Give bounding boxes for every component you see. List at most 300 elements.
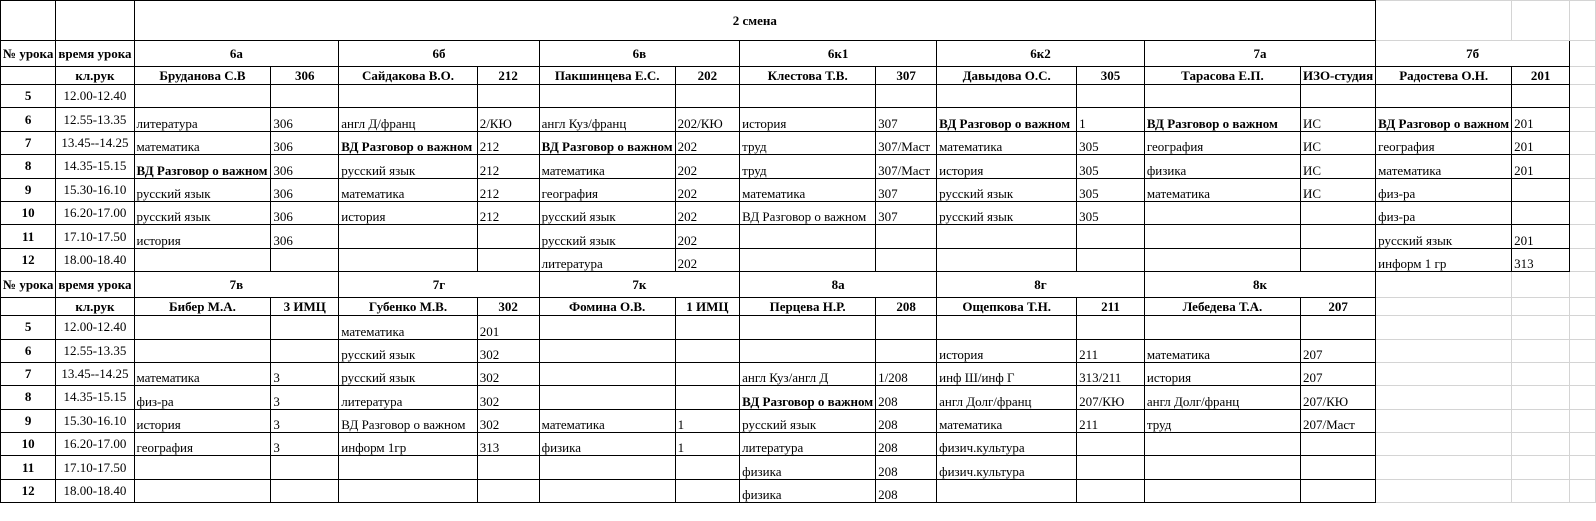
subject-cell[interactable]: ВД Разговор о важном <box>740 201 876 224</box>
room-cell[interactable] <box>675 85 740 108</box>
room-cell[interactable] <box>271 248 339 271</box>
empty-cell[interactable] <box>1570 155 1596 178</box>
room-cell[interactable]: 305 <box>1077 201 1145 224</box>
subject-cell[interactable]: физика <box>740 456 876 479</box>
lesson-number[interactable]: 7 <box>1 131 56 154</box>
room-cell[interactable] <box>675 362 740 385</box>
subject-cell[interactable] <box>1144 316 1300 339</box>
room-cell[interactable]: 212 <box>477 155 539 178</box>
subject-cell[interactable]: труд <box>740 155 876 178</box>
room-cell[interactable]: ИС <box>1300 108 1375 131</box>
subject-cell[interactable] <box>937 248 1077 271</box>
subject-cell[interactable]: русский язык <box>937 201 1077 224</box>
lesson-number[interactable]: 6 <box>1 339 56 362</box>
room-cell[interactable]: 212 <box>477 201 539 224</box>
room-cell[interactable] <box>876 225 937 248</box>
class-room[interactable]: 307 <box>876 67 937 85</box>
lesson-time[interactable]: 12.55-13.35 <box>56 108 134 131</box>
lesson-number[interactable]: 11 <box>1 456 56 479</box>
subject-cell[interactable]: физич.культура <box>937 456 1077 479</box>
subject-cell[interactable]: русский язык <box>539 225 675 248</box>
subject-cell[interactable] <box>539 85 675 108</box>
subject-cell[interactable] <box>937 225 1077 248</box>
subject-cell[interactable]: физика <box>539 433 675 456</box>
class-room[interactable]: 212 <box>477 67 539 85</box>
lesson-time[interactable]: 12.00-12.40 <box>56 316 134 339</box>
class-room[interactable]: 201 <box>1512 67 1570 85</box>
subject-cell[interactable]: ВД Разговор о важном <box>1376 108 1512 131</box>
room-cell[interactable]: 202 <box>675 201 740 224</box>
subject-cell[interactable]: ВД Разговор о важном <box>937 108 1077 131</box>
empty-cell[interactable] <box>1512 386 1570 409</box>
lesson-number[interactable]: 9 <box>1 409 56 432</box>
empty-cell[interactable] <box>1570 272 1596 298</box>
lesson-number[interactable]: 5 <box>1 85 56 108</box>
empty-cell[interactable] <box>1376 456 1512 479</box>
room-cell[interactable] <box>1077 225 1145 248</box>
room-cell[interactable] <box>1300 479 1375 502</box>
subject-cell[interactable]: история <box>937 339 1077 362</box>
subject-cell[interactable]: русский язык <box>339 339 477 362</box>
subject-cell[interactable]: география <box>1376 131 1512 154</box>
subject-cell[interactable]: история <box>134 225 271 248</box>
empty-cell[interactable] <box>1570 362 1596 385</box>
room-cell[interactable] <box>1077 316 1145 339</box>
lesson-number[interactable]: 12 <box>1 248 56 271</box>
subject-cell[interactable]: математика <box>339 316 477 339</box>
lesson-number-header[interactable]: № урока <box>1 41 56 67</box>
subject-cell[interactable]: русский язык <box>134 201 271 224</box>
room-cell[interactable]: 307 <box>876 178 937 201</box>
room-cell[interactable]: 202 <box>675 248 740 271</box>
room-cell[interactable]: 202 <box>675 131 740 154</box>
class-teacher[interactable]: Перцева Н.Р. <box>740 298 876 316</box>
class-teacher[interactable]: Бруданова С.В <box>134 67 271 85</box>
room-cell[interactable]: 207/КЮ <box>1077 386 1145 409</box>
empty-cell[interactable] <box>1376 479 1512 502</box>
room-cell[interactable]: 313 <box>477 433 539 456</box>
class-name-7в[interactable]: 7в <box>134 272 339 298</box>
class-room[interactable]: 305 <box>1077 67 1145 85</box>
subject-cell[interactable]: физ-ра <box>134 386 271 409</box>
subject-cell[interactable]: информ 1гр <box>339 433 477 456</box>
empty-cell[interactable] <box>1376 272 1512 298</box>
subject-cell[interactable]: русский язык <box>339 155 477 178</box>
room-cell[interactable]: 302 <box>477 362 539 385</box>
room-cell[interactable]: 2/КЮ <box>477 108 539 131</box>
class-teacher[interactable]: Лебедева Т.А. <box>1144 298 1300 316</box>
subject-cell[interactable]: англ Куз/англ Д <box>740 362 876 385</box>
class-name-7г[interactable]: 7г <box>339 272 539 298</box>
subject-cell[interactable]: математика <box>1144 339 1300 362</box>
empty-cell[interactable] <box>1512 316 1570 339</box>
subject-cell[interactable]: литература <box>339 386 477 409</box>
empty-cell[interactable] <box>1376 1 1512 41</box>
class-room[interactable]: 302 <box>477 298 539 316</box>
lesson-time[interactable]: 12.55-13.35 <box>56 339 134 362</box>
subject-cell[interactable] <box>937 479 1077 502</box>
subject-cell[interactable] <box>339 248 477 271</box>
room-cell[interactable] <box>876 316 937 339</box>
subject-cell[interactable] <box>1144 201 1300 224</box>
subject-cell[interactable] <box>539 386 675 409</box>
empty-cell[interactable] <box>1570 225 1596 248</box>
class-teacher[interactable]: Фомина О.В. <box>539 298 675 316</box>
subject-cell[interactable] <box>740 225 876 248</box>
class-teacher[interactable]: Сайдакова В.О. <box>339 67 477 85</box>
lesson-number[interactable]: 5 <box>1 316 56 339</box>
class-name-6к2[interactable]: 6к2 <box>937 41 1145 67</box>
subject-cell[interactable]: русский язык <box>134 178 271 201</box>
subject-cell[interactable]: математика <box>134 362 271 385</box>
subject-cell[interactable]: труд <box>1144 409 1300 432</box>
room-cell[interactable] <box>876 248 937 271</box>
subject-cell[interactable]: география <box>539 178 675 201</box>
empty-cell[interactable] <box>1512 362 1570 385</box>
subject-cell[interactable]: ВД Разговор о важном <box>539 131 675 154</box>
subject-cell[interactable]: литература <box>134 108 271 131</box>
empty-cell[interactable] <box>1512 339 1570 362</box>
klruk-label[interactable]: кл.рук <box>56 298 134 316</box>
lesson-time[interactable]: 18.00-18.40 <box>56 479 134 502</box>
class-name-6а[interactable]: 6а <box>134 41 339 67</box>
room-cell[interactable] <box>1300 201 1375 224</box>
subject-cell[interactable]: математика <box>339 178 477 201</box>
subject-cell[interactable] <box>1144 456 1300 479</box>
lesson-time[interactable]: 14.35-15.15 <box>56 155 134 178</box>
lesson-number[interactable]: 10 <box>1 433 56 456</box>
room-cell[interactable]: 306 <box>271 108 339 131</box>
class-teacher[interactable]: Радостева О.Н. <box>1376 67 1512 85</box>
room-cell[interactable] <box>1512 201 1570 224</box>
lesson-time-header[interactable]: время урока <box>56 272 134 298</box>
lesson-time[interactable]: 13.45--14.25 <box>56 362 134 385</box>
subject-cell[interactable]: англ Куз/франц <box>539 108 675 131</box>
lesson-time[interactable]: 17.10-17.50 <box>56 456 134 479</box>
room-cell[interactable]: 306 <box>271 225 339 248</box>
class-name-8а[interactable]: 8а <box>740 272 937 298</box>
subject-cell[interactable]: труд <box>740 131 876 154</box>
class-name-6к1[interactable]: 6к1 <box>740 41 937 67</box>
empty-cell[interactable] <box>1570 201 1596 224</box>
lesson-number[interactable]: 8 <box>1 386 56 409</box>
subject-cell[interactable] <box>339 85 477 108</box>
room-cell[interactable]: 211 <box>1077 339 1145 362</box>
subject-cell[interactable] <box>937 85 1077 108</box>
empty-cell[interactable] <box>1512 479 1570 502</box>
class-teacher[interactable]: Пакшинцева Е.С. <box>539 67 675 85</box>
empty-cell[interactable] <box>1570 108 1596 131</box>
room-cell[interactable]: 3 <box>271 433 339 456</box>
room-cell[interactable] <box>1300 85 1375 108</box>
room-cell[interactable]: 1 <box>1077 108 1145 131</box>
subject-cell[interactable] <box>1376 85 1512 108</box>
room-cell[interactable]: ИС <box>1300 178 1375 201</box>
room-cell[interactable] <box>675 339 740 362</box>
class-name-8г[interactable]: 8г <box>937 272 1145 298</box>
room-cell[interactable]: 307/Маст <box>876 131 937 154</box>
room-cell[interactable]: 307/Маст <box>876 155 937 178</box>
subject-cell[interactable]: ВД Разговор о важном <box>740 386 876 409</box>
room-cell[interactable]: 313 <box>1512 248 1570 271</box>
room-cell[interactable]: 1 <box>675 409 740 432</box>
lesson-number[interactable]: 10 <box>1 201 56 224</box>
room-cell[interactable]: 208 <box>876 386 937 409</box>
empty-cell[interactable] <box>1570 67 1596 85</box>
subject-cell[interactable] <box>740 248 876 271</box>
subject-cell[interactable]: математика <box>1144 178 1300 201</box>
klruk-label[interactable]: кл.рук <box>56 67 134 85</box>
room-cell[interactable] <box>477 225 539 248</box>
lesson-time[interactable]: 15.30-16.10 <box>56 178 134 201</box>
subject-cell[interactable] <box>134 316 271 339</box>
empty-cell[interactable] <box>1512 456 1570 479</box>
empty-cell[interactable] <box>1570 456 1596 479</box>
subject-cell[interactable]: русский язык <box>1376 225 1512 248</box>
empty-cell[interactable] <box>1512 409 1570 432</box>
room-cell[interactable]: 302 <box>477 386 539 409</box>
empty-cell[interactable] <box>1570 479 1596 502</box>
subject-cell[interactable] <box>339 225 477 248</box>
empty-cell[interactable] <box>1512 272 1570 298</box>
empty-cell[interactable] <box>1376 386 1512 409</box>
class-room[interactable]: 3 ИМЦ <box>271 298 339 316</box>
room-cell[interactable] <box>675 316 740 339</box>
room-cell[interactable]: 202 <box>675 155 740 178</box>
subject-cell[interactable] <box>1144 225 1300 248</box>
lesson-number[interactable]: 6 <box>1 108 56 131</box>
room-cell[interactable] <box>1300 456 1375 479</box>
subject-cell[interactable]: ВД Разговор о важном <box>339 131 477 154</box>
class-teacher[interactable]: Клестова Т.В. <box>740 67 876 85</box>
class-room[interactable]: ИЗО-студия <box>1300 67 1375 85</box>
subject-cell[interactable]: ВД Разговор о важном <box>339 409 477 432</box>
subject-cell[interactable]: математика <box>1376 155 1512 178</box>
room-cell[interactable]: 207/КЮ <box>1300 386 1375 409</box>
subject-cell[interactable] <box>740 316 876 339</box>
class-teacher[interactable]: Давыдова О.С. <box>937 67 1077 85</box>
subject-cell[interactable] <box>134 339 271 362</box>
room-cell[interactable]: 306 <box>271 201 339 224</box>
room-cell[interactable]: 306 <box>271 155 339 178</box>
lesson-time[interactable]: 16.20-17.00 <box>56 201 134 224</box>
subject-cell[interactable]: англ Д/франц <box>339 108 477 131</box>
empty-cell[interactable] <box>1376 433 1512 456</box>
room-cell[interactable]: 201 <box>1512 108 1570 131</box>
subject-cell[interactable] <box>740 339 876 362</box>
room-cell[interactable]: 201 <box>1512 131 1570 154</box>
class-name-7б[interactable]: 7б <box>1376 41 1570 67</box>
class-teacher[interactable]: Тарасова Е.П. <box>1144 67 1300 85</box>
room-cell[interactable]: 305 <box>1077 178 1145 201</box>
room-cell[interactable]: 202 <box>675 225 740 248</box>
subject-cell[interactable]: математика <box>937 131 1077 154</box>
room-cell[interactable]: 202 <box>675 178 740 201</box>
room-cell[interactable]: ИС <box>1300 131 1375 154</box>
room-cell[interactable]: 305 <box>1077 131 1145 154</box>
lesson-number[interactable]: 9 <box>1 178 56 201</box>
room-cell[interactable] <box>1300 225 1375 248</box>
room-cell[interactable] <box>1077 248 1145 271</box>
lesson-number[interactable]: 8 <box>1 155 56 178</box>
room-cell[interactable] <box>675 386 740 409</box>
lesson-time[interactable]: 14.35-15.15 <box>56 386 134 409</box>
class-room[interactable]: 1 ИМЦ <box>675 298 740 316</box>
subject-cell[interactable] <box>134 248 271 271</box>
class-room[interactable]: 306 <box>271 67 339 85</box>
room-cell[interactable]: 211 <box>1077 409 1145 432</box>
room-cell[interactable] <box>675 479 740 502</box>
room-cell[interactable]: 207 <box>1300 362 1375 385</box>
room-cell[interactable]: 202/КЮ <box>675 108 740 131</box>
subject-cell[interactable] <box>740 85 876 108</box>
subject-cell[interactable]: информ 1 гр <box>1376 248 1512 271</box>
room-cell[interactable]: 201 <box>477 316 539 339</box>
subject-cell[interactable]: физич.культура <box>937 433 1077 456</box>
room-cell[interactable]: 313/211 <box>1077 362 1145 385</box>
empty-cell[interactable] <box>1570 178 1596 201</box>
empty-cell[interactable] <box>56 1 134 41</box>
empty-cell[interactable] <box>1512 298 1570 316</box>
subject-cell[interactable]: математика <box>937 409 1077 432</box>
room-cell[interactable]: 208 <box>876 409 937 432</box>
room-cell[interactable] <box>1512 178 1570 201</box>
subject-cell[interactable]: инф Ш/инф Г <box>937 362 1077 385</box>
class-teacher[interactable]: Бибер М.А. <box>134 298 271 316</box>
subject-cell[interactable]: история <box>740 108 876 131</box>
empty-cell[interactable] <box>1570 316 1596 339</box>
class-room[interactable]: 208 <box>876 298 937 316</box>
class-teacher[interactable]: Губенко М.В. <box>339 298 477 316</box>
subject-cell[interactable]: физ-ра <box>1376 178 1512 201</box>
subject-cell[interactable] <box>539 479 675 502</box>
room-cell[interactable]: 307 <box>876 201 937 224</box>
room-cell[interactable]: 201 <box>1512 155 1570 178</box>
subject-cell[interactable] <box>134 479 271 502</box>
empty-cell[interactable] <box>1570 248 1596 271</box>
empty-cell[interactable] <box>1376 409 1512 432</box>
room-cell[interactable]: 3 <box>271 362 339 385</box>
lesson-number[interactable]: 11 <box>1 225 56 248</box>
empty-cell[interactable] <box>1 1 56 41</box>
room-cell[interactable] <box>271 479 339 502</box>
subject-cell[interactable]: англ Долг/франц <box>1144 386 1300 409</box>
class-teacher[interactable]: Ощепкова Т.Н. <box>937 298 1077 316</box>
room-cell[interactable]: 201 <box>1512 225 1570 248</box>
empty-cell[interactable] <box>1 67 56 85</box>
class-name-6б[interactable]: 6б <box>339 41 539 67</box>
subject-cell[interactable]: история <box>134 409 271 432</box>
subject-cell[interactable]: история <box>1144 362 1300 385</box>
empty-cell[interactable] <box>1570 41 1596 67</box>
class-name-8к[interactable]: 8к <box>1144 272 1375 298</box>
subject-cell[interactable] <box>539 339 675 362</box>
room-cell[interactable]: 212 <box>477 178 539 201</box>
room-cell[interactable]: 307 <box>876 108 937 131</box>
subject-cell[interactable]: физика <box>1144 155 1300 178</box>
subject-cell[interactable]: история <box>937 155 1077 178</box>
empty-cell[interactable] <box>1570 409 1596 432</box>
empty-cell[interactable] <box>1 298 56 316</box>
class-name-7к[interactable]: 7к <box>539 272 740 298</box>
room-cell[interactable]: 302 <box>477 409 539 432</box>
subject-cell[interactable]: англ Долг/франц <box>937 386 1077 409</box>
room-cell[interactable] <box>1512 85 1570 108</box>
subject-cell[interactable] <box>134 456 271 479</box>
room-cell[interactable] <box>271 316 339 339</box>
room-cell[interactable]: 212 <box>477 131 539 154</box>
subject-cell[interactable]: история <box>339 201 477 224</box>
class-name-7а[interactable]: 7а <box>1144 41 1375 67</box>
room-cell[interactable] <box>477 456 539 479</box>
subject-cell[interactable] <box>339 479 477 502</box>
lesson-time[interactable]: 18.00-18.40 <box>56 248 134 271</box>
subject-cell[interactable]: математика <box>539 409 675 432</box>
empty-cell[interactable] <box>1512 433 1570 456</box>
room-cell[interactable]: ИС <box>1300 155 1375 178</box>
room-cell[interactable]: 3 <box>271 386 339 409</box>
lesson-number-header[interactable]: № урока <box>1 272 56 298</box>
subject-cell[interactable] <box>134 85 271 108</box>
empty-cell[interactable] <box>1570 339 1596 362</box>
subject-cell[interactable]: русский язык <box>937 178 1077 201</box>
room-cell[interactable] <box>1077 85 1145 108</box>
room-cell[interactable] <box>876 85 937 108</box>
subject-cell[interactable]: русский язык <box>740 409 876 432</box>
room-cell[interactable] <box>1300 433 1375 456</box>
room-cell[interactable] <box>675 456 740 479</box>
subject-cell[interactable]: ВД Разговор о важном <box>134 155 271 178</box>
class-room[interactable]: 207 <box>1300 298 1375 316</box>
sheet-title[interactable]: 2 смена <box>134 1 1376 41</box>
empty-cell[interactable] <box>1376 298 1512 316</box>
empty-cell[interactable] <box>1570 131 1596 154</box>
room-cell[interactable]: 1 <box>675 433 740 456</box>
subject-cell[interactable] <box>339 456 477 479</box>
room-cell[interactable] <box>1300 316 1375 339</box>
subject-cell[interactable] <box>937 316 1077 339</box>
subject-cell[interactable]: русский язык <box>539 201 675 224</box>
room-cell[interactable]: 302 <box>477 339 539 362</box>
room-cell[interactable]: 208 <box>876 456 937 479</box>
room-cell[interactable] <box>1077 456 1145 479</box>
subject-cell[interactable] <box>1144 433 1300 456</box>
empty-cell[interactable] <box>1376 339 1512 362</box>
subject-cell[interactable] <box>539 456 675 479</box>
subject-cell[interactable]: ВД Разговор о важном <box>1144 108 1300 131</box>
room-cell[interactable]: 208 <box>876 433 937 456</box>
subject-cell[interactable]: литература <box>740 433 876 456</box>
room-cell[interactable] <box>271 339 339 362</box>
subject-cell[interactable]: география <box>134 433 271 456</box>
lesson-time[interactable]: 15.30-16.10 <box>56 409 134 432</box>
class-room[interactable]: 211 <box>1077 298 1145 316</box>
room-cell[interactable]: 1/208 <box>876 362 937 385</box>
empty-cell[interactable] <box>1570 1 1596 41</box>
lesson-time[interactable]: 16.20-17.00 <box>56 433 134 456</box>
room-cell[interactable]: 3 <box>271 409 339 432</box>
subject-cell[interactable]: русский язык <box>339 362 477 385</box>
room-cell[interactable]: 305 <box>1077 155 1145 178</box>
lesson-time[interactable]: 13.45--14.25 <box>56 131 134 154</box>
room-cell[interactable] <box>1300 248 1375 271</box>
lesson-time-header[interactable]: время урока <box>56 41 134 67</box>
room-cell[interactable] <box>876 339 937 362</box>
room-cell[interactable]: 306 <box>271 178 339 201</box>
class-name-6в[interactable]: 6в <box>539 41 740 67</box>
room-cell[interactable] <box>271 456 339 479</box>
room-cell[interactable] <box>477 248 539 271</box>
